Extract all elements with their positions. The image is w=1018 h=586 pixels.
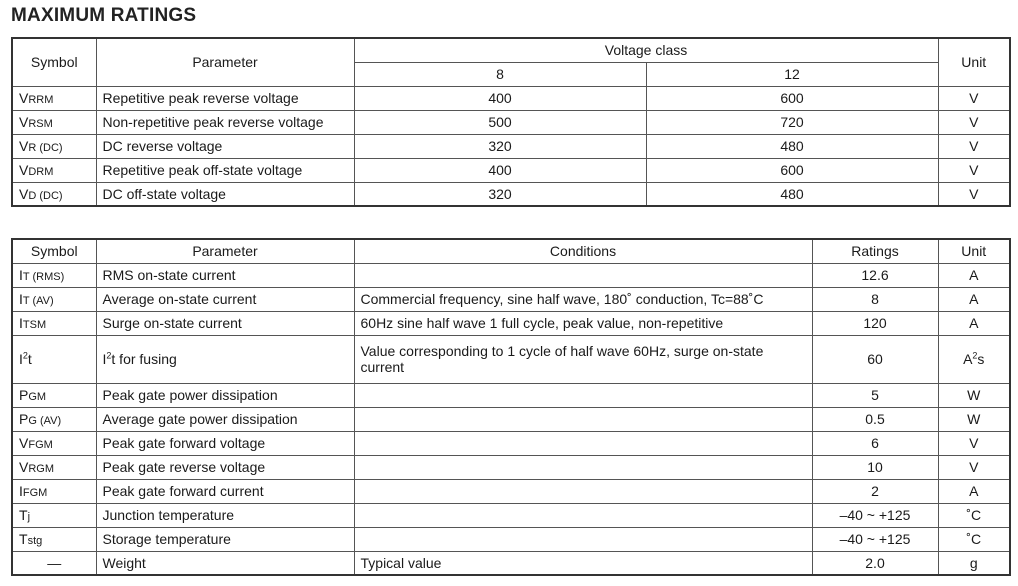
rating-cell: 6 — [812, 431, 938, 455]
parameter-cell: Surge on-state current — [96, 311, 354, 335]
parameter-cell: DC reverse voltage — [96, 134, 354, 158]
unit-cell: A — [938, 311, 1010, 335]
symbol-cell: VRSM — [12, 110, 96, 134]
table-row — [12, 134, 1010, 158]
table-row — [12, 287, 1010, 311]
symbol-cell: Tj — [12, 503, 96, 527]
unit-cell: V — [938, 158, 1010, 182]
rating-cell: 120 — [812, 311, 938, 335]
parameter-cell: Peak gate forward current — [96, 479, 354, 503]
parameter-cell: RMS on-state current — [96, 263, 354, 287]
symbol-cell: — — [12, 551, 96, 575]
parameter-cell: DC off-state voltage — [96, 182, 354, 206]
rating-cell: 5 — [812, 383, 938, 407]
conditions-cell — [354, 383, 812, 407]
header-parameter: Parameter — [96, 239, 354, 263]
parameter-cell: Weight — [96, 551, 354, 575]
parameter-cell: Storage temperature — [96, 527, 354, 551]
conditions-cell: Commercial frequency, sine half wave, 180˚ conduction, Tc=88˚C — [354, 287, 812, 311]
unit-cell: V — [938, 86, 1010, 110]
unit-cell: V — [938, 110, 1010, 134]
header-ratings: Ratings — [812, 239, 938, 263]
unit-cell: V — [938, 431, 1010, 455]
symbol-cell: VRRM — [12, 86, 96, 110]
conditions-cell — [354, 503, 812, 527]
header-symbol: Symbol — [12, 38, 96, 86]
table-row — [12, 263, 1010, 287]
parameter-cell: Average on-state current — [96, 287, 354, 311]
value-cell: 400 — [354, 86, 646, 110]
value-cell: 480 — [646, 182, 938, 206]
symbol-cell: IT (RMS) — [12, 263, 96, 287]
symbol-cell: PG (AV) — [12, 407, 96, 431]
symbol-cell: IT (AV) — [12, 287, 96, 311]
value-cell: 480 — [646, 134, 938, 158]
unit-cell: A — [938, 479, 1010, 503]
header-conditions: Conditions — [354, 239, 812, 263]
header-class-12: 12 — [646, 62, 938, 86]
symbol-cell: VRGM — [12, 455, 96, 479]
parameter-cell: Repetitive peak off-state voltage — [96, 158, 354, 182]
table-row — [12, 551, 1010, 575]
header-voltage-class: Voltage class — [354, 38, 938, 62]
value-cell: 320 — [354, 134, 646, 158]
table-row — [12, 503, 1010, 527]
table-row — [12, 455, 1010, 479]
rating-cell: 12.6 — [812, 263, 938, 287]
unit-cell: A — [938, 287, 1010, 311]
ratings-table — [11, 238, 1011, 576]
conditions-cell: Value corresponding to 1 cycle of half wave 60Hz, surge on-state current — [354, 335, 812, 383]
conditions-cell: 60Hz sine half wave 1 full cycle, peak value, non-repetitive — [354, 311, 812, 335]
symbol-cell: VFGM — [12, 431, 96, 455]
table-row — [12, 407, 1010, 431]
table-row — [12, 335, 1010, 383]
parameter-cell: Peak gate reverse voltage — [96, 455, 354, 479]
rating-cell: –40 ~ +125 — [812, 527, 938, 551]
unit-cell: W — [938, 383, 1010, 407]
page-title: MAXIMUM RATINGS — [11, 5, 197, 26]
rating-cell: 0.5 — [812, 407, 938, 431]
header-parameter: Parameter — [96, 38, 354, 86]
value-cell: 400 — [354, 158, 646, 182]
table-row — [12, 479, 1010, 503]
symbol-cell: Tstg — [12, 527, 96, 551]
rating-cell: 2 — [812, 479, 938, 503]
symbol-cell: $I^2t$ — [12, 335, 96, 383]
conditions-cell — [354, 455, 812, 479]
value-cell: 720 — [646, 110, 938, 134]
value-cell: 500 — [354, 110, 646, 134]
conditions-cell — [354, 263, 812, 287]
rating-cell: 10 — [812, 455, 938, 479]
unit-cell: ˚C — [938, 503, 1010, 527]
rating-cell: –40 ~ +125 — [812, 503, 938, 527]
table-row — [12, 158, 1010, 182]
unit-cell: V — [938, 134, 1010, 158]
unit-cell: A — [938, 263, 1010, 287]
table-row — [12, 383, 1010, 407]
parameter-cell: Junction temperature — [96, 503, 354, 527]
symbol-cell: IFGM — [12, 479, 96, 503]
rating-cell: 2.0 — [812, 551, 938, 575]
parameter-cell: Peak gate forward voltage — [96, 431, 354, 455]
table-row — [12, 86, 1010, 110]
parameter-cell: $I^2t$ for fusing — [96, 335, 354, 383]
unit-cell: V — [938, 455, 1010, 479]
parameter-cell: Non-repetitive peak reverse voltage — [96, 110, 354, 134]
symbol-cell: VD (DC) — [12, 182, 96, 206]
parameter-cell: Average gate power dissipation — [96, 407, 354, 431]
rating-cell: 60 — [812, 335, 938, 383]
value-cell: 600 — [646, 158, 938, 182]
symbol-cell: VR (DC) — [12, 134, 96, 158]
table-row — [12, 431, 1010, 455]
header-class-8: 8 — [354, 62, 646, 86]
unit-cell: g — [938, 551, 1010, 575]
table-row — [12, 527, 1010, 551]
value-cell: 600 — [646, 86, 938, 110]
unit-cell: $A^2s$ — [938, 335, 1010, 383]
voltage-ratings-table — [11, 37, 1011, 207]
conditions-cell — [354, 527, 812, 551]
unit-cell: V — [938, 182, 1010, 206]
table-row — [12, 182, 1010, 206]
symbol-cell: PGM — [12, 383, 96, 407]
rating-cell: 8 — [812, 287, 938, 311]
symbol-cell: ITSM — [12, 311, 96, 335]
parameter-cell: Peak gate power dissipation — [96, 383, 354, 407]
conditions-cell — [354, 479, 812, 503]
table-row — [12, 110, 1010, 134]
header-symbol: Symbol — [12, 239, 96, 263]
header-unit: Unit — [938, 239, 1010, 263]
value-cell: 320 — [354, 182, 646, 206]
unit-cell: W — [938, 407, 1010, 431]
symbol-cell: VDRM — [12, 158, 96, 182]
conditions-cell: Typical value — [354, 551, 812, 575]
table-row — [12, 311, 1010, 335]
conditions-cell — [354, 407, 812, 431]
parameter-cell: Repetitive peak reverse voltage — [96, 86, 354, 110]
conditions-cell — [354, 431, 812, 455]
header-unit: Unit — [938, 38, 1010, 86]
unit-cell: ˚C — [938, 527, 1010, 551]
